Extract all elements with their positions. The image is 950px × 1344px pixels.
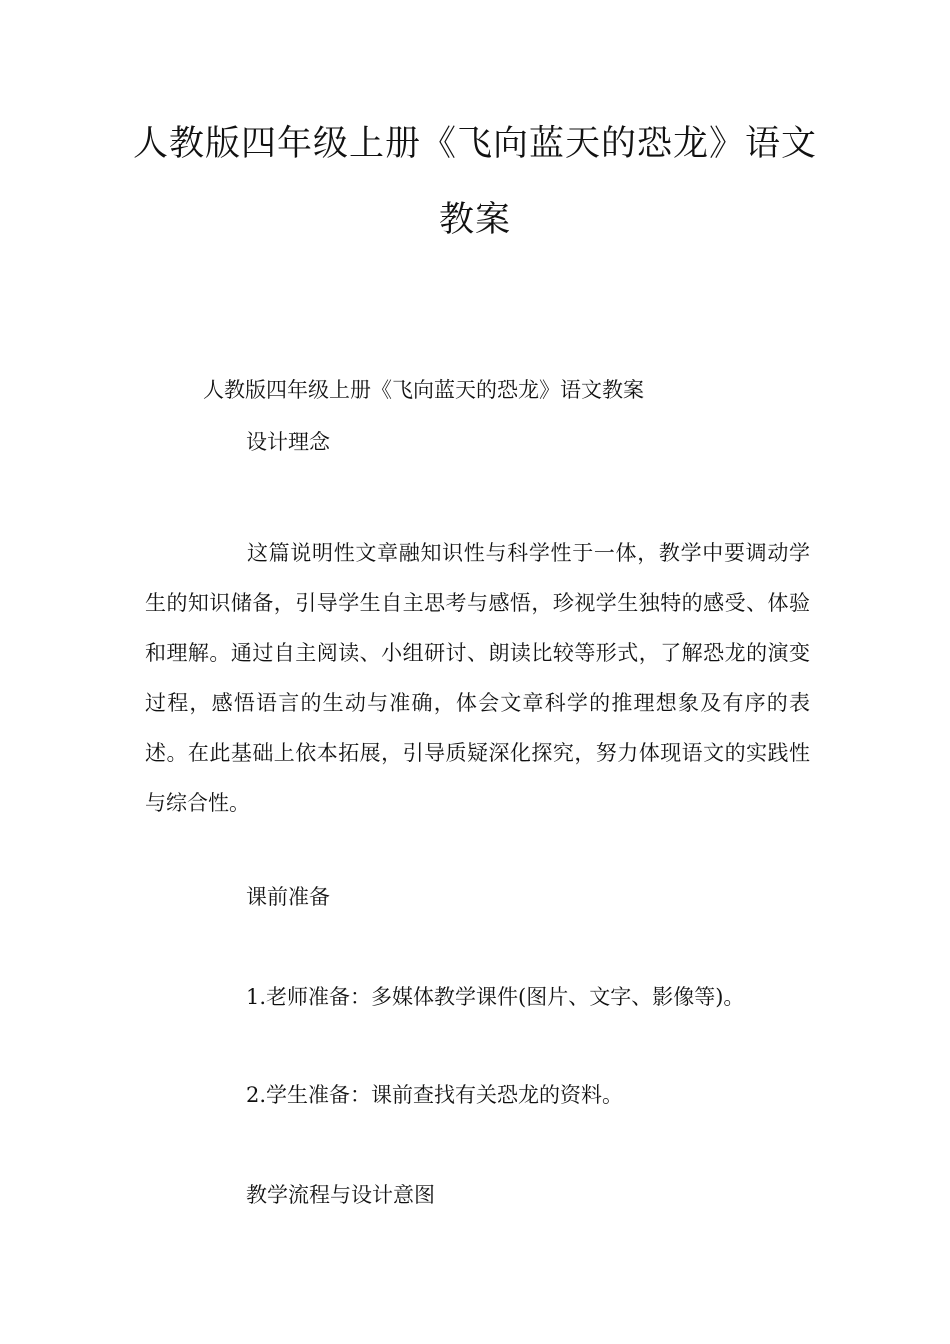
document-title-line-1: 人教版四年级上册《飞向蓝天的恐龙》语文 [132,124,817,164]
document-title-line-2: 教案 [438,200,511,240]
preparation-item-teacher: 1.老师准备：多媒体教学课件(图片、文字、影像等)。 [246,985,745,1009]
section-heading-preparation: 课前准备 [246,885,330,909]
preparation-item-student: 2.学生准备：课前查找有关恐龙的资料。 [246,1083,624,1107]
design-paragraph: 这篇说明性文章融知识性与科学性于一体，教学中要调动学生的知识储备，引导学生自主思考与感悟，珍视学生独特的感受、体验和理解。通过自主阅读、小组研讨、朗读比较等形式，了解恐龙的演变过程，感悟语言的生动与准确，体会文章科学的推理想象及有序的表述。在此基础上依本拓展，引导质疑深化探究，努力体现语文的实践性与综合性。 [145,541,810,815]
document-subtitle: 人教版四年级上册《飞向蓝天的恐龙》语文教案 [203,378,644,402]
section-heading-design: 设计理念 [246,430,330,454]
section-heading-flow: 教学流程与设计意图 [246,1183,435,1207]
